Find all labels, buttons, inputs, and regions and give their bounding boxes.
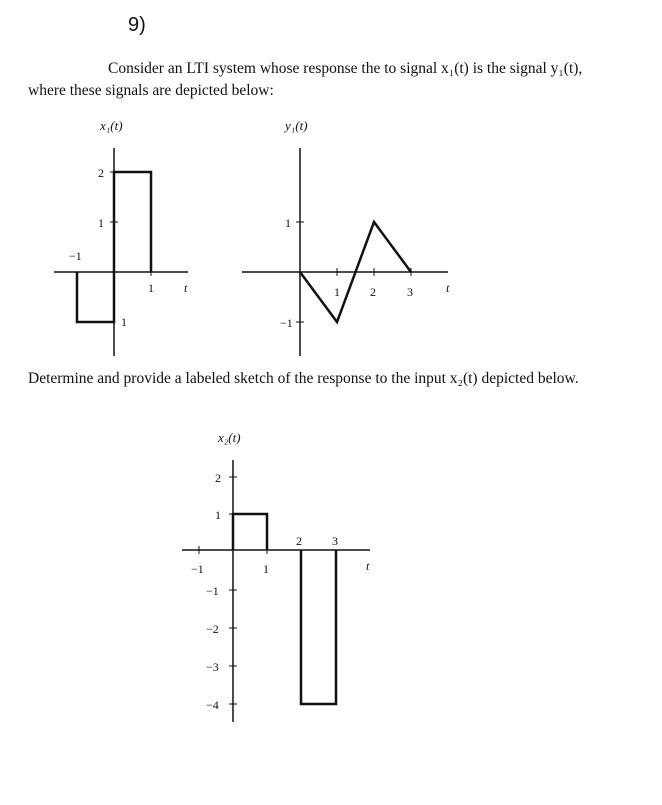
plot-y1-label-t2: 2 — [370, 285, 376, 299]
plot-y1-t-label: t — [446, 281, 450, 295]
plot-y1-label-y1: 1 — [285, 216, 291, 230]
plot-x2-label-t1: 1 — [263, 562, 269, 576]
plot-y1-label-yneg1: −1 — [280, 316, 293, 330]
plot-x1-label-y1: 1 — [98, 216, 104, 230]
plot-x2-pulse-2 — [301, 550, 336, 704]
plot-x1-label-y2: 2 — [98, 166, 104, 180]
plot-x2-t-label: t — [366, 559, 370, 573]
plot-x2-label-tneg1: −1 — [191, 562, 204, 576]
plot-x2-label-yneg4: −4 — [206, 698, 219, 712]
plot-x1-label-t1: 1 — [148, 281, 154, 295]
plot-x2-label-yneg3: −3 — [206, 660, 219, 674]
intro-line-1: Consider an LTI system whose response the to signal x₁(t) is the signal y₁(t), — [108, 60, 583, 77]
plot-x2 — [182, 430, 370, 722]
plot-x2-label-y2: 2 — [215, 471, 221, 485]
plot-x2-title: x₂(t) — [218, 430, 241, 445]
plot-x1-label-t1b: 1 — [121, 315, 127, 329]
plot-x2-label-y1: 1 — [215, 508, 221, 522]
plot-x1-title: x₁(t) — [100, 118, 123, 133]
plot-x1-t-label: t — [184, 281, 188, 295]
plot-y1-label-t3: 3 — [407, 285, 413, 299]
question-prompt: Determine and provide a labeled sketch of the response to the input x₂(t) depicted below. — [28, 370, 579, 387]
plot-x1-signal — [77, 172, 151, 322]
plot-x2-label-t3: 3 — [332, 534, 338, 548]
plot-y1 — [242, 118, 450, 356]
plot-x2-label-t2: 2 — [296, 534, 302, 548]
plot-x2-label-yneg2: −2 — [206, 622, 219, 636]
intro-line-2: where these signals are depicted below: — [28, 82, 274, 99]
plot-x2-pulse-1 — [233, 514, 267, 550]
plot-x1 — [54, 118, 188, 356]
question-number: 9) — [128, 14, 146, 36]
plot-x1-label-tneg1: −1 — [69, 249, 82, 263]
plot-y1-label-t1: 1 — [334, 285, 340, 299]
plot-y1-title: y₁(t) — [285, 118, 308, 133]
plot-x2-label-yneg1: −1 — [206, 584, 219, 598]
